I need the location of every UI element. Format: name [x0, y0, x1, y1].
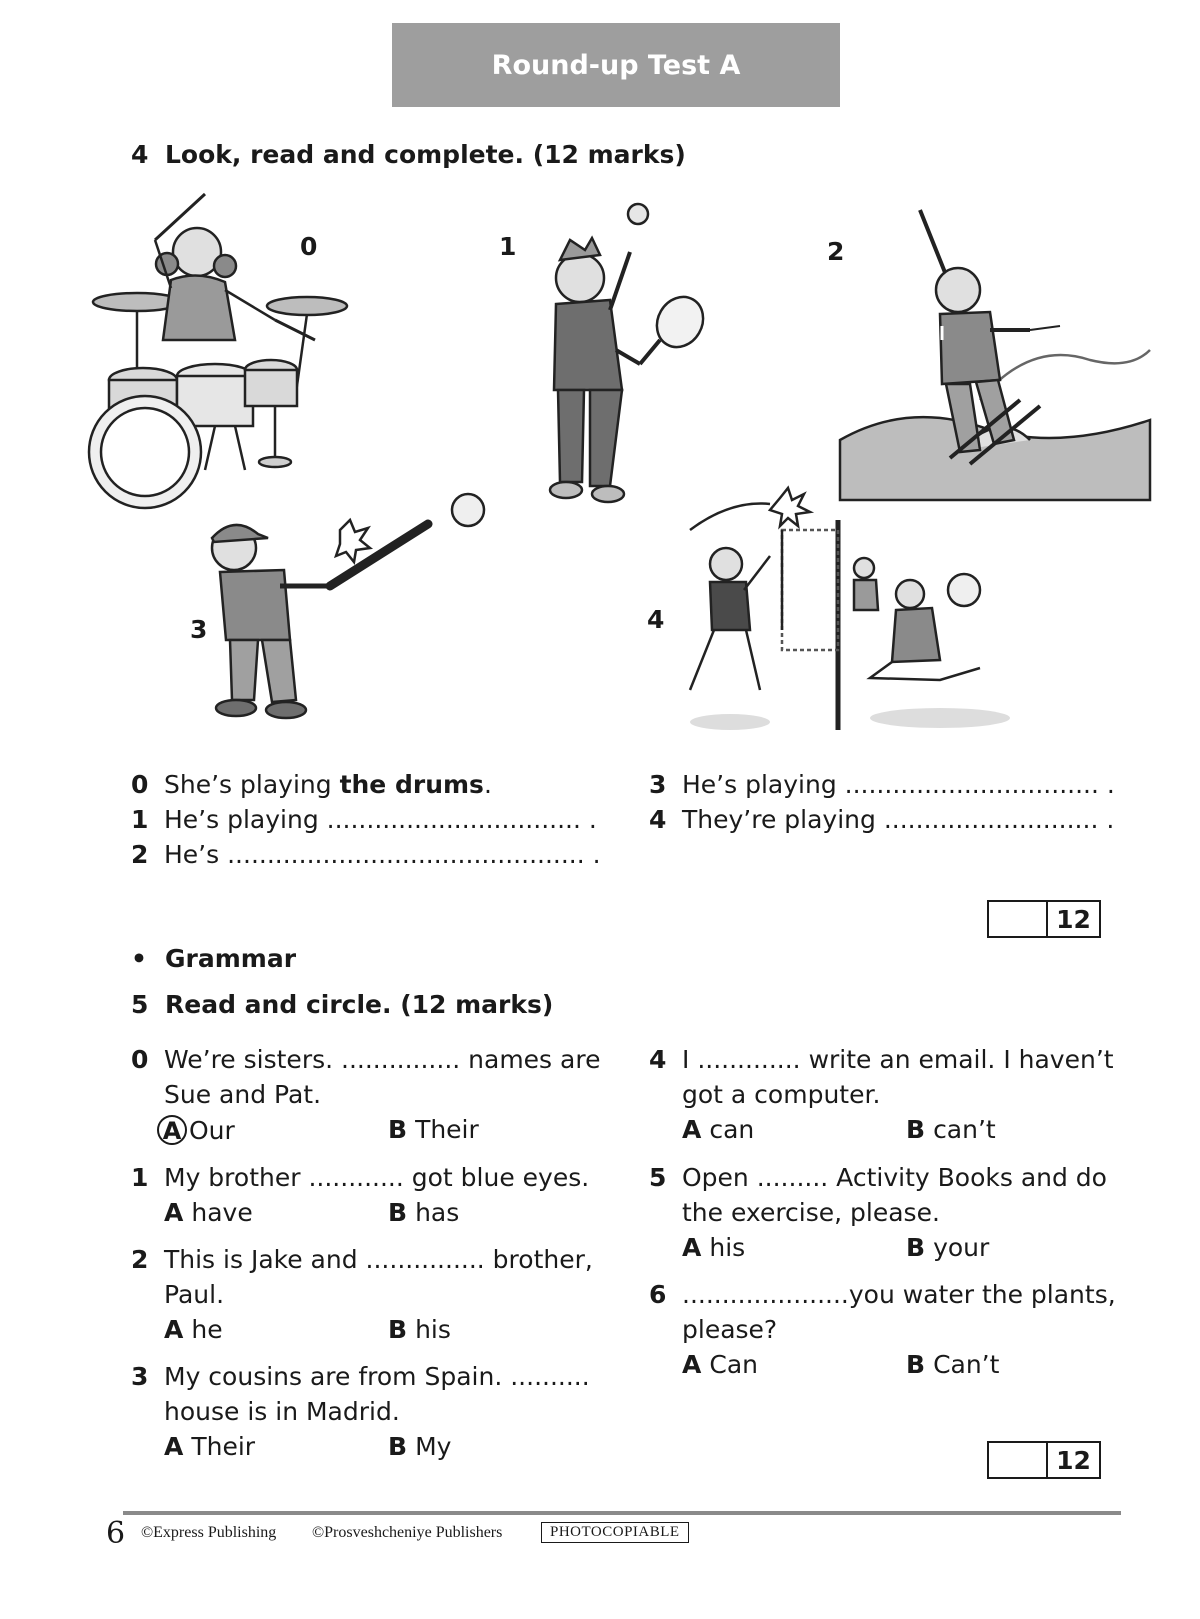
item-text: She’s playing the drums. [164, 770, 492, 799]
grammar-section-heading [131, 944, 296, 973]
question-1-option-a[interactable]: A have [164, 1198, 253, 1227]
question-6-option-a[interactable]: A Can [682, 1350, 758, 1379]
question-3-line-2: house is in Madrid. [164, 1397, 400, 1426]
question-3-option-b[interactable]: B My [388, 1432, 452, 1461]
item-text[interactable]: He’s playing ................................ . [682, 770, 1115, 799]
page-number: 6 [106, 1516, 126, 1551]
item-text[interactable]: He’s playing ................................ . [164, 805, 597, 834]
test-title-banner [392, 23, 840, 107]
question-4-option-b[interactable]: B can’t [906, 1115, 996, 1144]
question-text-line-1: I ............. write an email. I haven’t [682, 1045, 1114, 1074]
question-number: 6 [649, 1280, 667, 1309]
exercise-4-title: Look, read and complete. (12 marks) [165, 140, 686, 169]
score-total: 12 [1056, 1445, 1091, 1475]
exercise-5-heading [131, 990, 553, 1019]
picture-0-label: 0 [300, 232, 318, 261]
boy-water-skiing-illustration [830, 200, 1160, 500]
test-title: Round-up Test A [491, 49, 741, 81]
exercise-4-number: 4 [131, 140, 149, 169]
question-text-line-1: My brother ............ got blue eyes. [164, 1163, 590, 1192]
question-3-option-a[interactable]: A Their [164, 1432, 256, 1461]
item-number: 0 [131, 770, 149, 799]
grammar-label: Grammar [165, 944, 297, 973]
question-0-option-a[interactable]: A Our [157, 1115, 235, 1145]
question-5-line-2: the exercise, please. [682, 1198, 940, 1227]
item-number: 1 [131, 805, 149, 834]
item-number: 2 [131, 840, 149, 869]
question-2-option-a[interactable]: A he [164, 1315, 223, 1344]
question-text-line-1: This is Jake and ............... brother, [164, 1245, 593, 1274]
girl-drums-illustration [85, 190, 345, 510]
picture-2-label: 2 [827, 237, 845, 266]
exercise-4-item-4 [649, 805, 1115, 839]
question-1-option-b[interactable]: B has [388, 1198, 460, 1227]
exercise-5-title: Read and circle. (12 marks) [165, 990, 554, 1019]
publisher-credit-1: ©Express Publishing [141, 1524, 277, 1541]
item-number: 4 [649, 805, 667, 834]
exercise-4-score-box [987, 900, 1101, 938]
item-text[interactable]: They’re playing ........................... . [682, 805, 1115, 834]
footer-divider [123, 1511, 1121, 1515]
question-2 [131, 1245, 591, 1279]
publisher-credit-2: ©Prosveshcheniye Publishers [312, 1524, 503, 1541]
question-5 [649, 1163, 1119, 1197]
question-6-option-b[interactable]: B Can’t [906, 1350, 1000, 1379]
question-4-option-a[interactable]: A can [682, 1115, 755, 1144]
question-0-option-b[interactable]: B Their [388, 1115, 479, 1144]
question-2-option-b[interactable]: B his [388, 1315, 451, 1344]
exercise-4-heading [131, 140, 686, 169]
question-6 [649, 1280, 1119, 1314]
question-6-line-2: please? [682, 1315, 778, 1344]
boy-baseball-illustration [200, 490, 500, 740]
question-number: 2 [131, 1245, 149, 1274]
question-2-line-2: Paul. [164, 1280, 225, 1309]
bullet-icon: • [131, 944, 147, 973]
question-3 [131, 1362, 591, 1396]
exercise-4-item-3 [649, 770, 1115, 804]
question-0 [131, 1045, 601, 1079]
item-text[interactable]: He’s ............................................. . [164, 840, 601, 869]
question-text-line-1: We’re sisters. ............... names are [164, 1045, 601, 1074]
score-total: 12 [1056, 904, 1091, 934]
boys-volleyball-illustration [670, 490, 1040, 750]
question-text-line-1: .....................you water the plants, [682, 1280, 1116, 1309]
question-5-option-b[interactable]: B your [906, 1233, 990, 1262]
boy-tennis-illustration [530, 200, 730, 510]
question-1 [131, 1163, 591, 1197]
question-4-line-2: got a computer. [682, 1080, 881, 1109]
question-number: 4 [649, 1045, 667, 1074]
exercise-4-item-2 [131, 840, 601, 874]
picture-1-label: 1 [499, 232, 517, 261]
example-answer: the drums [339, 770, 484, 799]
score-entry-field[interactable] [989, 1443, 1048, 1477]
question-text-line-1: My cousins are from Spain. .......... [164, 1362, 590, 1391]
picture-3-label: 3 [190, 615, 208, 644]
question-number: 5 [649, 1163, 667, 1192]
question-text-line-1: Open ......... Activity Books and do [682, 1163, 1107, 1192]
photocopiable-label: PHOTOCOPIABLE [541, 1522, 689, 1543]
exercise-5-number: 5 [131, 990, 149, 1019]
exercise-4-item-0 [131, 770, 591, 804]
question-4 [649, 1045, 1119, 1079]
exercise-4-item-1 [131, 805, 597, 839]
question-number: 0 [131, 1045, 149, 1074]
circled-letter-a: A [157, 1115, 187, 1145]
picture-4-label: 4 [647, 605, 665, 634]
question-5-option-a[interactable]: A his [682, 1233, 746, 1262]
question-number: 3 [131, 1362, 149, 1391]
score-entry-field[interactable] [989, 902, 1048, 936]
question-number: 1 [131, 1163, 149, 1192]
question-0-line-2: Sue and Pat. [164, 1080, 322, 1109]
exercise-5-score-box [987, 1441, 1101, 1479]
item-number: 3 [649, 770, 667, 799]
